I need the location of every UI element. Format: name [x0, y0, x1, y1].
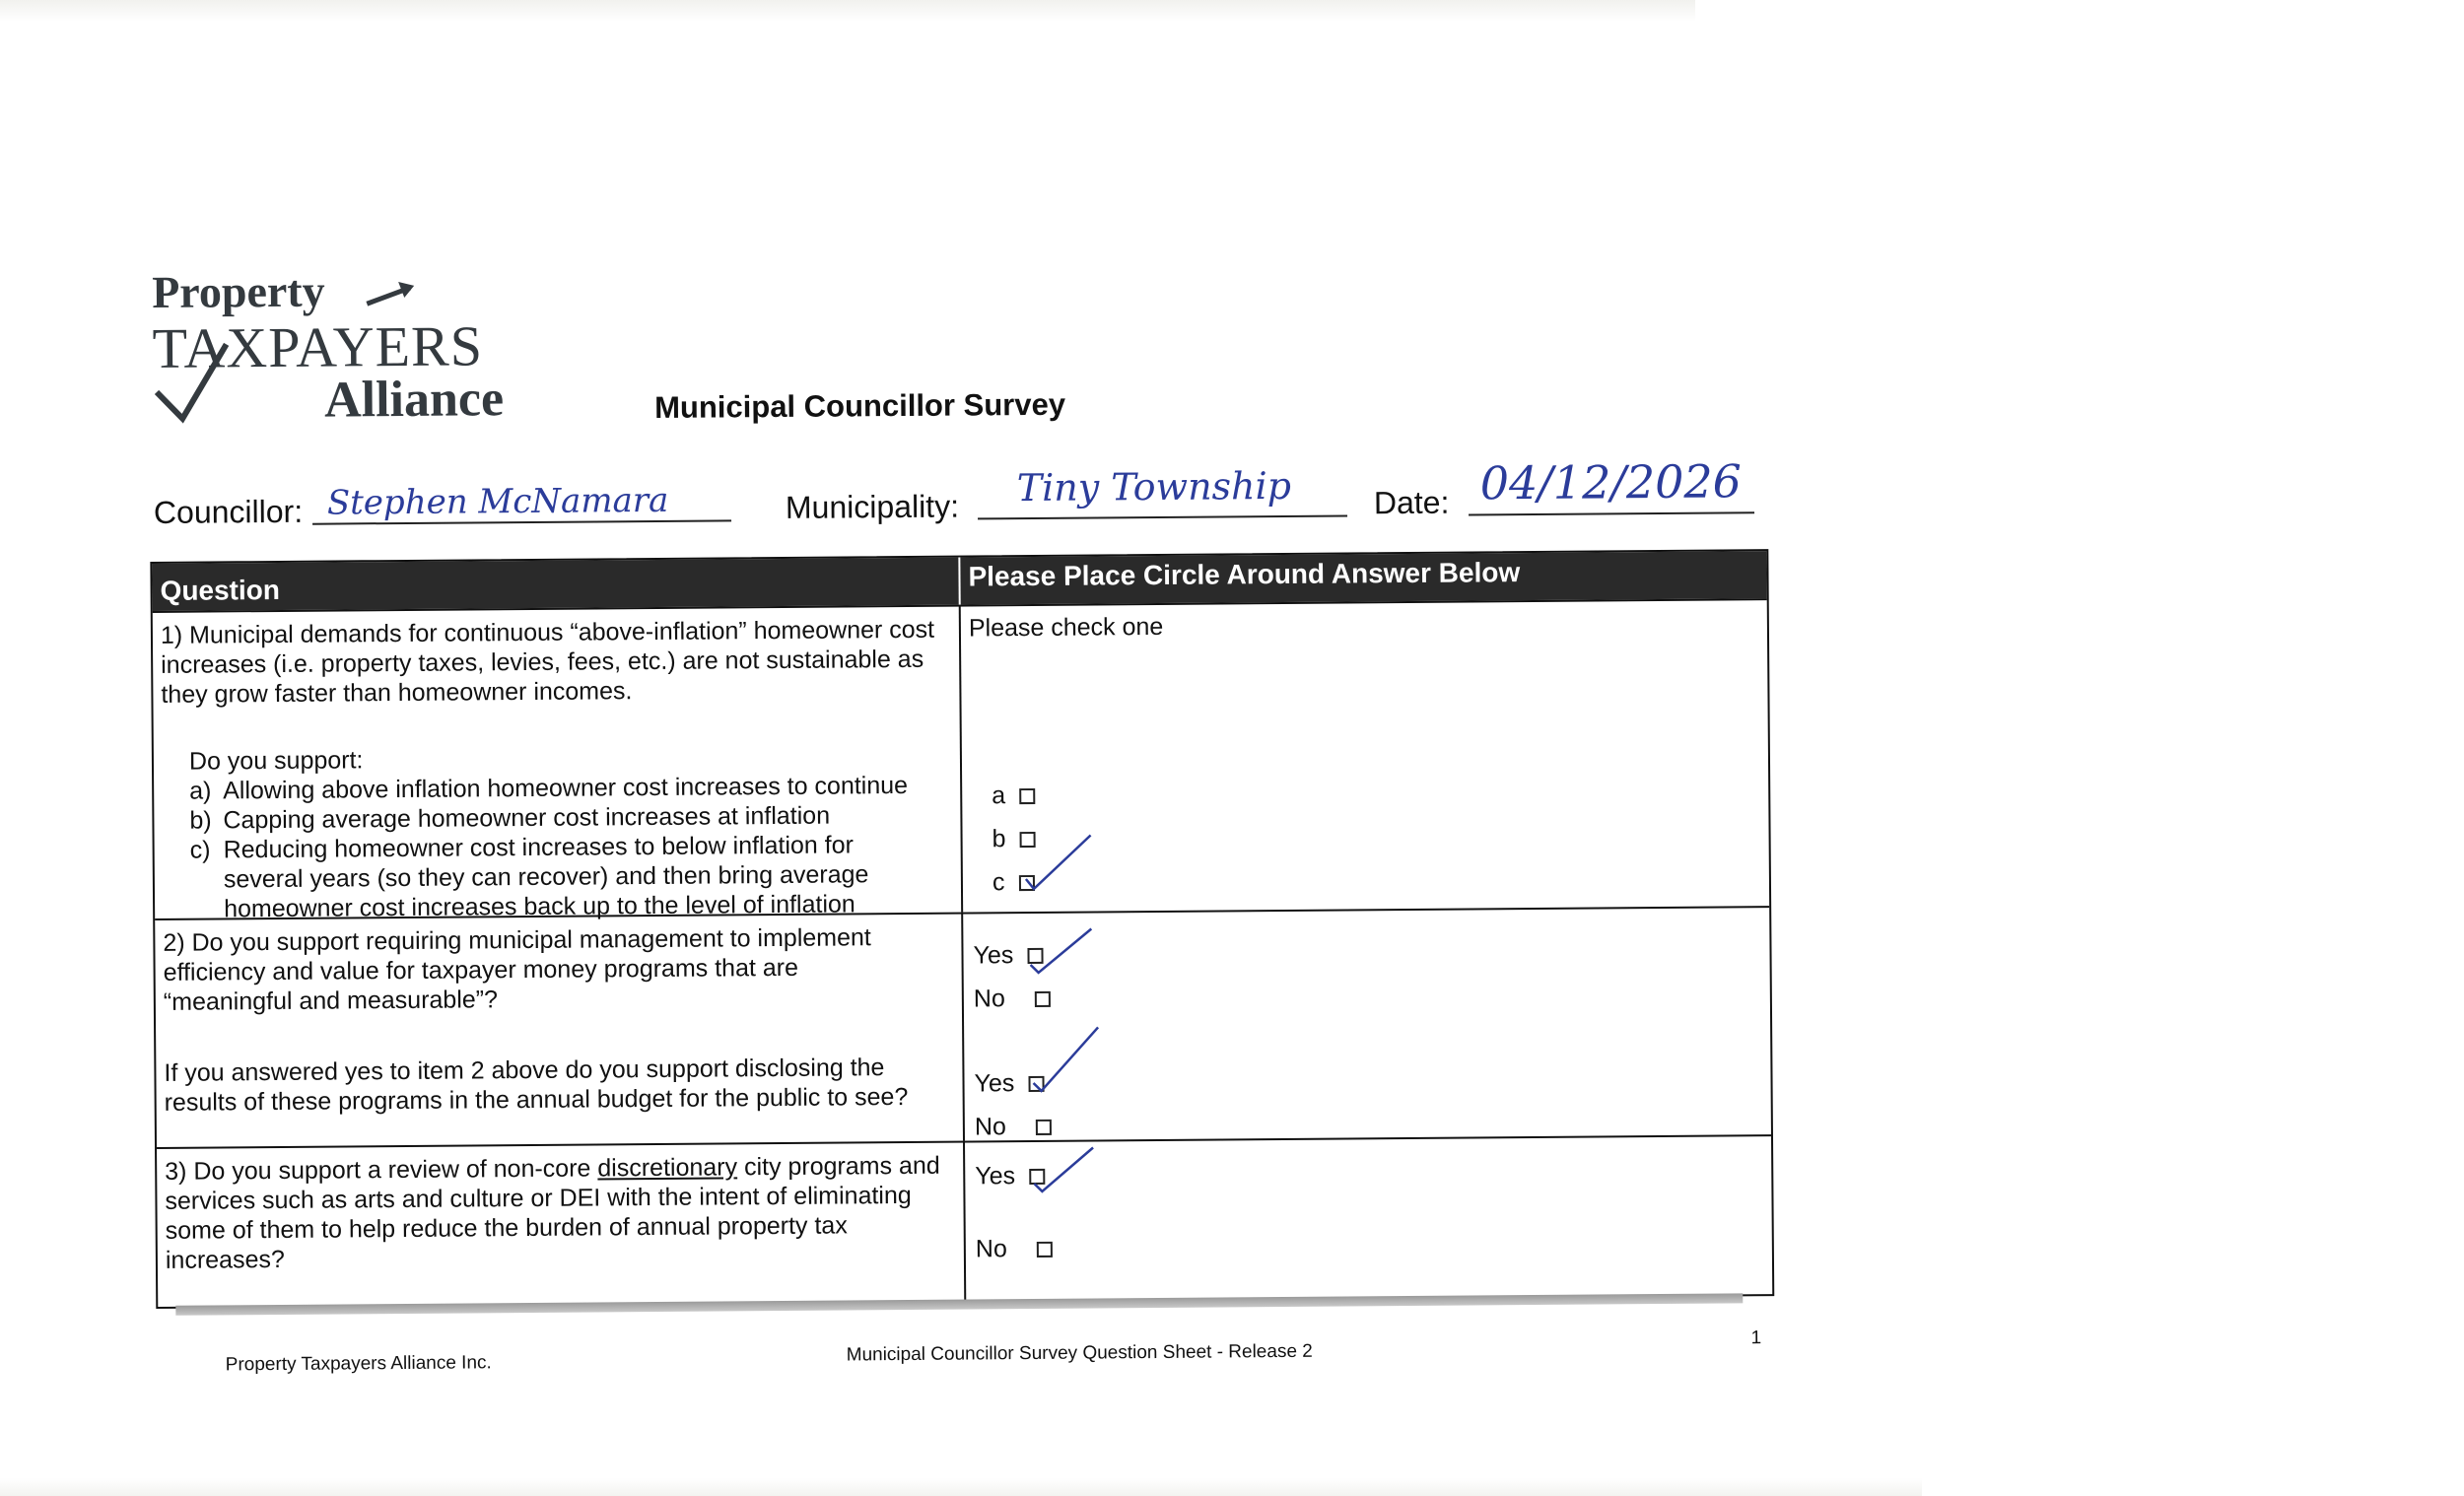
q2-followup-yes-label: Yes: [974, 1069, 1015, 1098]
question-2-cell: [155, 915, 965, 1147]
q3-no-label: No: [975, 1235, 1007, 1263]
q2-followup-no-label: No: [974, 1113, 1006, 1141]
option-letter: b): [189, 806, 212, 835]
q2-no-checkbox[interactable]: [1035, 990, 1051, 1006]
option-letter: a): [189, 777, 212, 805]
logo-arrow-icon: [152, 263, 547, 434]
option-text: Capping average homeowner cost increases at inflation: [223, 801, 831, 835]
answer-1-instruction: Please check one: [968, 612, 1164, 643]
page-number: 1: [1750, 1327, 1762, 1349]
logo: [152, 263, 547, 434]
answer-2-cell: [963, 908, 1771, 1140]
logo-text-taxpayers: TAXPAYERS: [152, 313, 484, 380]
question-3-text: [165, 1151, 956, 1275]
question-row-2: [155, 906, 1771, 1147]
scan-edge-bottom: [0, 1478, 1922, 1496]
logo-text-alliance: Alliance: [323, 371, 505, 429]
footer-company: Property Taxpayers Alliance Inc.: [225, 1352, 492, 1376]
check-mark-icon: [1026, 922, 1105, 983]
q2-followup-no[interactable]: [975, 1113, 1052, 1142]
q3-yes-label: Yes: [975, 1162, 1016, 1190]
question-2-followup: If you answered yes to item 2 above do you support disclosing the results of these programs in the annual budget for the public to see?: [164, 1054, 909, 1117]
answer-1-cell: [961, 600, 1769, 912]
column-header-question: Question: [152, 558, 960, 611]
choice-a-label: a: [992, 782, 1006, 810]
question-3-text-end: city programs and services such as arts and culture or DEI with the intent of eliminating some of them to help reduce the burden of annual property tax increases?: [165, 1151, 940, 1274]
municipality-line: [978, 514, 1347, 519]
councillor-label: Councillor:: [153, 493, 304, 530]
survey-table: [150, 549, 1774, 1309]
question-2-text: 2) Do you support requiring municipal management to implement efficiency and value for taxpayer money programs that are “meaningful and measurable”?: [163, 923, 871, 1016]
logo-text-property: Property: [152, 265, 325, 317]
choice-c-label: c: [992, 868, 1005, 897]
date-label: Date:: [1373, 484, 1450, 521]
choice-a-checkbox[interactable]: [1019, 787, 1035, 803]
question-3-text-start: 3) Do you support a review of non-core: [165, 1154, 598, 1186]
municipality-label: Municipality:: [785, 488, 960, 525]
q2-no[interactable]: [974, 985, 1051, 1014]
question-1-option-c: [190, 830, 954, 924]
option-text: Allowing above inflation homeowner cost increases to continue: [223, 771, 909, 805]
choice-b-label: b: [992, 825, 1006, 853]
date-handwriting[interactable]: 04/12/2026: [1479, 454, 1743, 510]
question-1-prompt: Do you support:: [188, 746, 364, 776]
question-row-3: [157, 1134, 1772, 1307]
footer-sheet-title: Municipal Councillor Survey Question Sheet - Release 2: [846, 1340, 1313, 1366]
question-1-text: 1) Municipal demands for continuous “above-inflation” homeowner cost increases (i.e. property taxes, levies, fees, etc.) are not sustainable as they grow faster than homeowner incomes.: [160, 615, 935, 709]
question-3-underlined-word: discretionary: [597, 1153, 738, 1183]
question-3-cell: [157, 1143, 966, 1307]
check-mark-icon: [1030, 1141, 1109, 1201]
q3-no[interactable]: [976, 1235, 1053, 1264]
answer-3-cell: [965, 1136, 1772, 1300]
option-text: Reducing homeowner cost increases to below inflation for several years (so they can recover) and then bring average homeowner cost increases back up to the level of inflation: [223, 831, 869, 923]
survey-title: Municipal Councillor Survey: [654, 386, 1066, 425]
column-header-answer: Please Place Circle Around Answer Below: [968, 557, 1521, 592]
question-row-1: [153, 598, 1769, 923]
q2-followup-no-checkbox[interactable]: [1036, 1119, 1052, 1134]
scan-edge-top: [0, 0, 1695, 22]
q2-no-label: No: [973, 985, 1005, 1013]
q3-no-checkbox[interactable]: [1037, 1241, 1053, 1257]
q2-yes-label: Yes: [973, 941, 1014, 970]
choice-a[interactable]: [992, 782, 1035, 810]
date-line: [1469, 511, 1754, 515]
option-letter: c): [189, 836, 211, 864]
check-mark-icon: [1029, 1021, 1109, 1101]
municipality-handwriting[interactable]: Tiny Township: [1016, 463, 1292, 510]
councillor-signature[interactable]: Stephen McNamara: [326, 480, 669, 523]
check-mark-icon: [1020, 827, 1100, 897]
question-1-cell: [153, 607, 963, 923]
question-1-option-a: [189, 771, 952, 806]
survey-page: [148, 253, 1783, 1409]
